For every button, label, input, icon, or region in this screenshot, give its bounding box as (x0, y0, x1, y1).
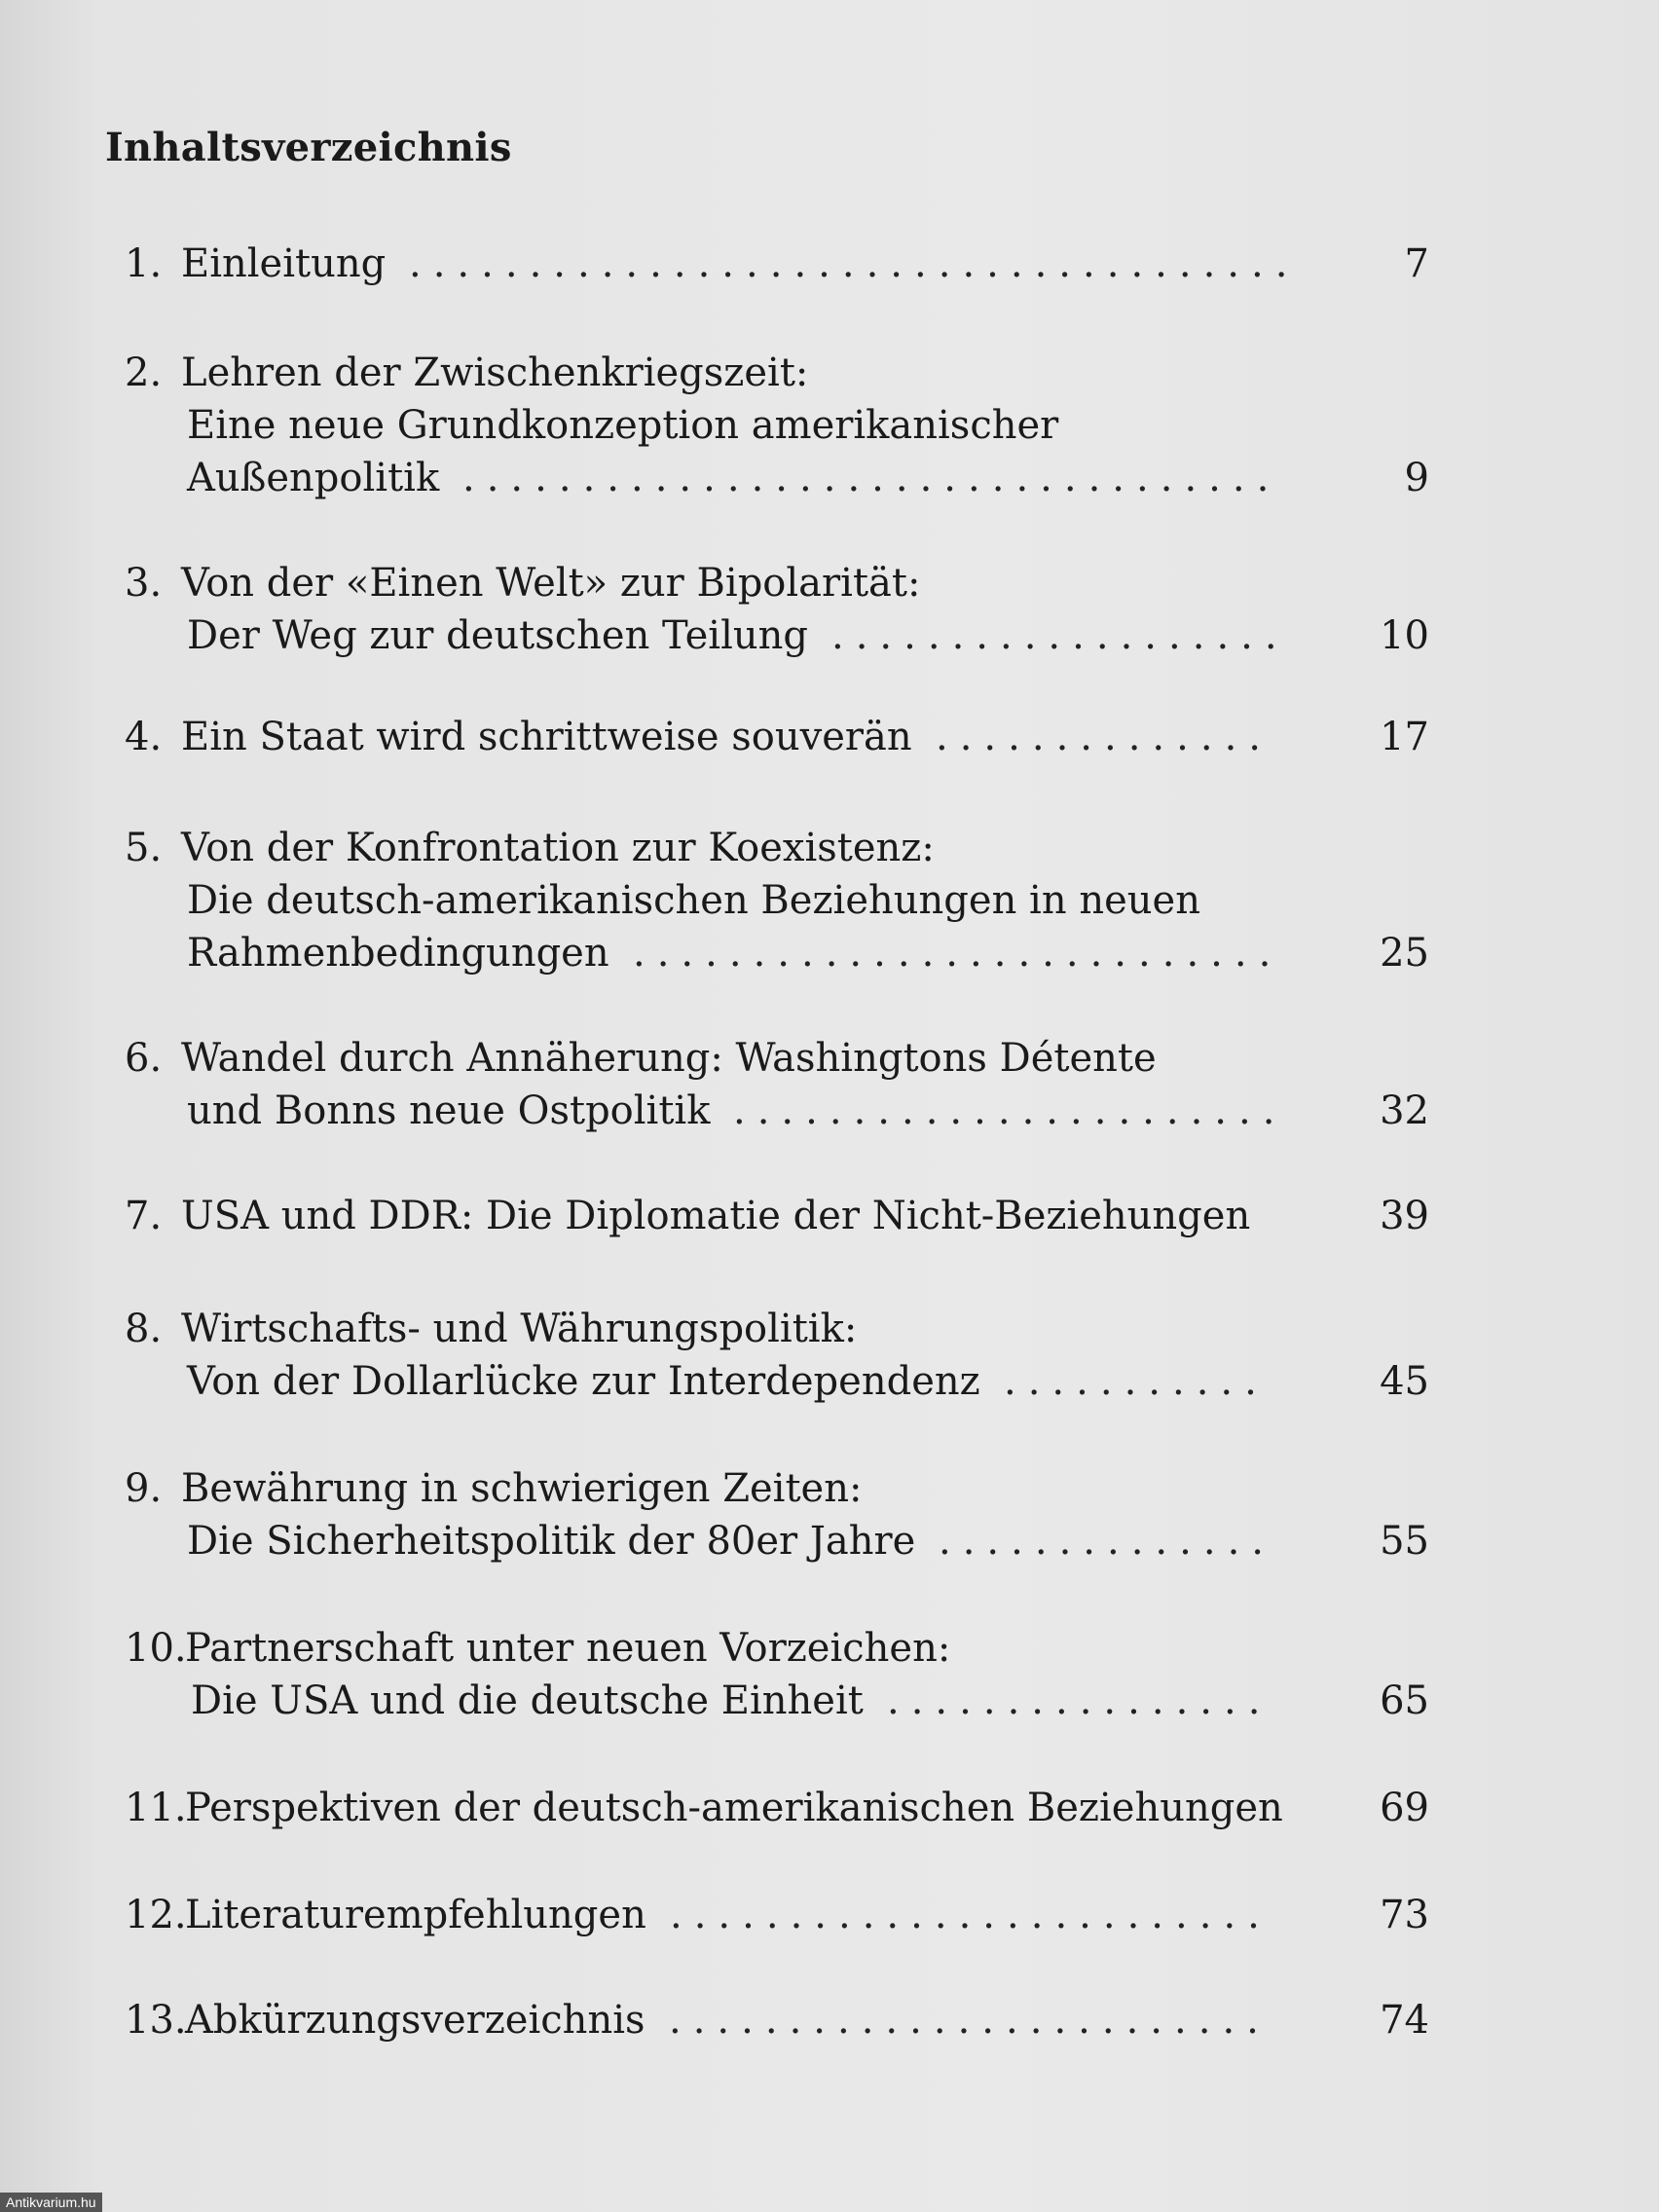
toc-entry-text: Ein Staat wird schrittweise souverän (181, 715, 912, 759)
toc-entry-text: Wandel durch Annäherung: Washingtons Détente (181, 1036, 1157, 1081)
toc-entry-number: 10. (125, 1626, 187, 1671)
leader-dots: .............. (936, 715, 1273, 759)
toc-line (0, 1032, 1659, 1085)
toc-page-number: 69 (1380, 1786, 1429, 1830)
toc-page-number: 74 (1380, 1998, 1429, 2043)
toc-page-number: 10 (1380, 613, 1429, 658)
leader-dots: ........... (1004, 1359, 1269, 1404)
leader-dots: ........................... (633, 931, 1283, 976)
toc-page-number: 65 (1380, 1678, 1429, 1723)
watermark: Antikvarium.hu (0, 2193, 102, 2212)
toc-line (0, 1462, 1659, 1515)
leader-dots: ................ (887, 1678, 1272, 1723)
toc-line (0, 452, 1659, 504)
toc-line (0, 1190, 1659, 1242)
toc-entry-text: Die Sicherheitspolitik der 80er Jahre (187, 1519, 916, 1564)
toc-entry-number: 6. (125, 1036, 163, 1081)
toc-line (0, 238, 1659, 290)
toc-line (0, 1994, 1659, 2046)
toc-entry-number: 11. (125, 1786, 187, 1830)
toc-line (0, 1085, 1659, 1137)
toc-entry-number: 8. (125, 1307, 163, 1351)
toc-page-number: 17 (1380, 715, 1429, 759)
toc-entry-text: Einleitung (181, 241, 387, 286)
page-title: Inhaltsverzeichnis (105, 125, 512, 170)
toc-entry-number: 2. (125, 350, 163, 395)
toc-entry-number: 1. (125, 241, 163, 286)
toc-line (0, 399, 1659, 452)
toc-line (0, 1622, 1659, 1675)
toc-entry-number: 12. (125, 1893, 187, 1937)
toc-line (0, 874, 1659, 927)
toc-entry-text: Lehren der Zwischenkriegszeit: (181, 350, 809, 395)
toc-line (0, 609, 1659, 662)
toc-entry-text: Der Weg zur deutschen Teilung (187, 613, 809, 658)
toc-line (0, 1303, 1659, 1355)
toc-entry-text: Abkürzungsverzeichnis (185, 1998, 645, 2043)
toc-entry-text: Wirtschafts- und Währungspolitik: (181, 1307, 858, 1351)
toc-entry-text: Perspektiven der deutsch-amerikanischen Beziehungen (185, 1786, 1283, 1830)
toc-entry-text: Von der «Einen Welt» zur Bipolarität: (181, 561, 921, 606)
toc-page-number: 39 (1380, 1194, 1429, 1238)
toc-entry-text: Literaturempfehlungen (185, 1893, 646, 1937)
toc-entry-number: 5. (125, 826, 163, 870)
toc-entry-number: 13. (125, 1998, 187, 2043)
toc-entry-number: 9. (125, 1466, 163, 1511)
toc-entry-text: Von der Konfrontation zur Koexistenz: (181, 826, 935, 870)
toc-page-number: 73 (1380, 1893, 1429, 1937)
toc-line (0, 1782, 1659, 1834)
leader-dots: .............. (939, 1519, 1276, 1564)
toc-entry-number: 7. (125, 1194, 163, 1238)
toc-entry-text: Die deutsch-amerikanischen Beziehungen in neuen (187, 878, 1200, 923)
toc-line (0, 347, 1659, 399)
toc-line (0, 1515, 1659, 1567)
toc-page-number: 45 (1380, 1359, 1429, 1404)
toc-entry-text: Außenpolitik (187, 456, 440, 500)
toc-entry-number: 4. (125, 715, 163, 759)
leader-dots: ......................... (670, 1893, 1272, 1937)
toc-page-number: 32 (1380, 1088, 1429, 1133)
toc-line (0, 557, 1659, 609)
leader-dots: ................... (831, 613, 1289, 658)
toc-page-number: 9 (1404, 456, 1429, 500)
toc-line (0, 1355, 1659, 1408)
toc-entry-text: und Bonns neue Ostpolitik (187, 1088, 711, 1133)
toc-line (0, 1889, 1659, 1941)
toc-page-number: 25 (1380, 931, 1429, 976)
toc-entry-text: Bewährung in schwierigen Zeiten: (181, 1466, 863, 1511)
toc-line (0, 822, 1659, 874)
toc-entry-text: Eine neue Grundkonzeption amerikanischer (187, 403, 1059, 448)
toc-line (0, 1675, 1659, 1727)
toc-entry-text: Partnerschaft unter neuen Vorzeichen: (185, 1626, 951, 1671)
toc-line (0, 711, 1659, 763)
toc-line (0, 927, 1659, 979)
leader-dots: ....................... (733, 1088, 1287, 1133)
leader-dots: ......................... (669, 1998, 1271, 2043)
toc-page-number: 55 (1380, 1519, 1429, 1564)
toc-entry-text: USA und DDR: Die Diplomatie der Nicht-Beziehungen (181, 1194, 1251, 1238)
toc-entry-text: Rahmenbedingungen (187, 931, 609, 976)
leader-dots: ..................................... (409, 241, 1300, 286)
toc-page-number: 7 (1404, 241, 1429, 286)
toc-entry-text: Von der Dollarlücke zur Interdependenz (187, 1359, 980, 1404)
leader-dots: .................................. (462, 456, 1281, 500)
toc-entry-text: Die USA und die deutsche Einheit (191, 1678, 864, 1723)
toc-entry-number: 3. (125, 561, 163, 606)
